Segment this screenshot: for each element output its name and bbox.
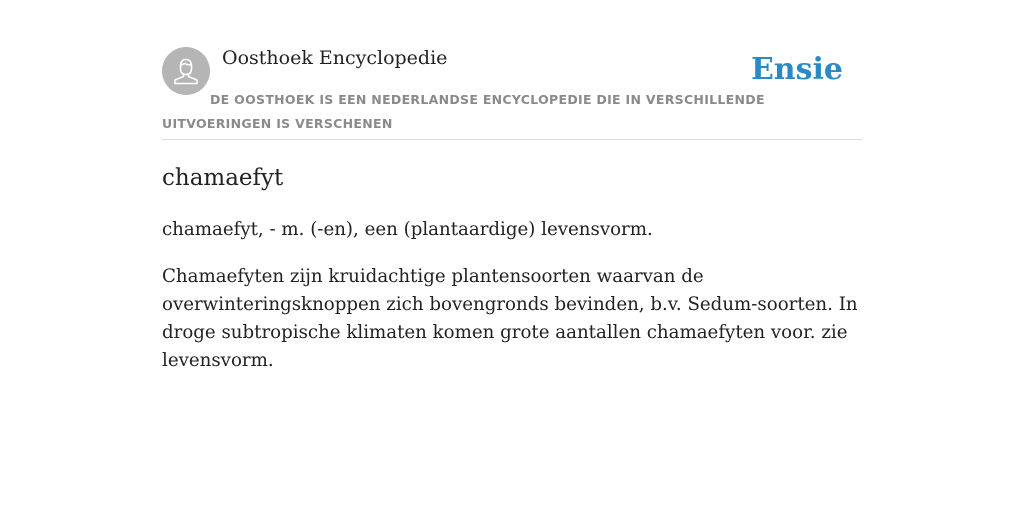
entry-body: Chamaefyten zijn kruidachtige plantensoorten waarvan de overwinteringsknoppen zich bovengronds bevinden, b.v. Sedum-soorten. In droge subtropische klimaten komen grote aantallen chamaefyten voor. zie levensvorm. <box>162 266 858 371</box>
ensie-logo[interactable]: Ensie <box>750 52 843 87</box>
page-container <box>162 0 862 371</box>
entry-definition: chamaefyt, - m. (-en), een (plantaardige) levensvorm. <box>162 219 653 240</box>
entry-term: chamaefyt <box>162 165 284 191</box>
source-header <box>162 0 862 140</box>
source-description: DE OOSTHOEK IS EEN NEDERLANDSE ENCYCLOPEDIE DIE IN VERSCHILLENDE UITVOERINGEN IS VERSCHENEN <box>162 92 765 131</box>
source-title-link[interactable]: Oosthoek Encyclopedie <box>222 47 448 69</box>
